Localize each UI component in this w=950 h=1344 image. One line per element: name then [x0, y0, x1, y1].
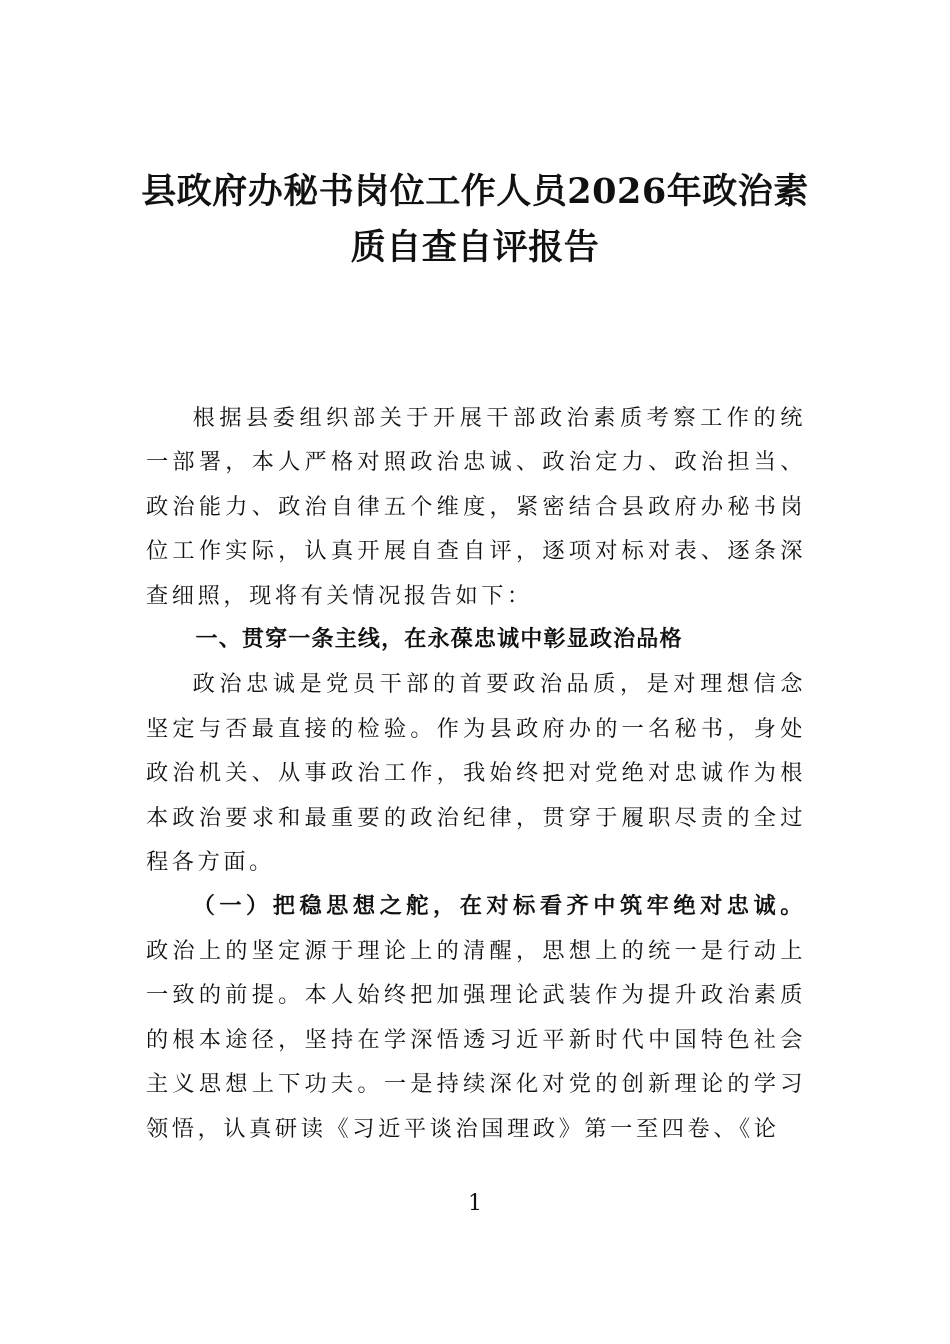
section-1-heading: 一、贯穿一条主线，在永葆忠诚中彰显政治品格	[195, 627, 683, 653]
title-line-1: 县政府办秘书岗位工作人员2026年政治素	[141, 171, 809, 212]
intro-paragraph: 根据县委组织部关于开展干部政治素质考察工作的统一部署，本人严格对照政治忠诚、政治定力、政治担当、政治能力、政治自律五个维度，紧密结合县政府办秘书岗位工作实际，认真开展自查自评，逐项对标对表、逐条深查细照，现将有关情况报告如下：	[146, 405, 806, 609]
document-title	[100, 164, 850, 276]
section-1-paragraph: 政治忠诚是党员干部的首要政治品质，是对理想信念坚定与否最直接的检验。作为县政府办的一名秘书，身处政治机关、从事政治工作，我始终把对党绝对忠诚作为根本政治要求和最重要的政治纪律，贯穿于履职尽责的全过程各方面。	[146, 671, 806, 876]
subsection-1-paragraph	[146, 884, 806, 1150]
title-line-2: 质自查自评报告	[350, 227, 600, 268]
subsection-1-text: 政治上的坚定源于理论上的清醒，思想上的统一是行动上一致的前提。本人始终把加强理论武装作为提升政治素质的根本途径，坚持在学深悟透习近平新时代中国特色社会主义思想上下功夫。一是持续深化对党的创新理论的学习领悟，认真研读《习近平谈治国理政》第一至四卷、《论	[146, 937, 806, 1142]
page-number: 1	[468, 1191, 482, 1216]
subsection-1-heading: （一）把稳思想之舵，在对标看齐中筑牢绝对忠诚。	[192, 893, 806, 920]
document-body	[146, 396, 806, 1151]
